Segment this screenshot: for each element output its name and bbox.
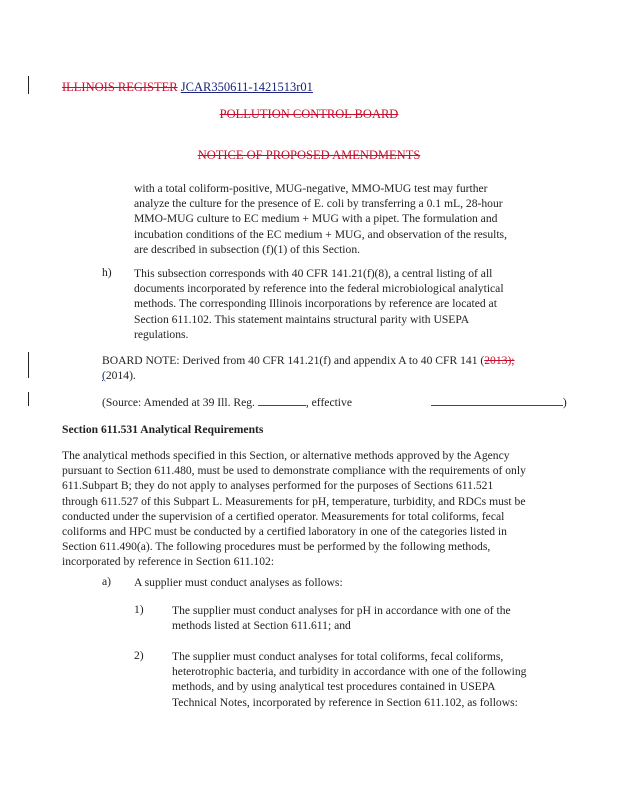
section-heading: Section 611.531 Analytical Requirements (62, 423, 264, 436)
change-bar-source (28, 392, 29, 406)
source-label: (Source: Amended at 39 Ill. Reg. (102, 396, 258, 409)
board-title: POLLUTION CONTROL BOARD (219, 107, 399, 121)
register-header (62, 80, 313, 95)
section-intro: The analytical methods specified in this Section, or alternative methods approved by the Agency pursuant to Section 611.480, must be used to demonstrate compliance with the requirements of only 611.Subpart B; they do not apply to analyses performed for the purposes of Sections 611.521 through 611.527 of this Subpart L. Measurements for pH, temperature, turbidity, and RDCs must be conducted under the supervision of a certified operator. Measurements for total coliforms, fecal coliforms and HPC must be conducted by a certified laboratory in one of the categories listed in Section 611.490(a). The following procedures must be performed by the following methods, incorporated by reference in Section 611.102: (62, 449, 526, 569)
source-line (102, 395, 567, 410)
a1-text: The supplier must conduct analyses for pH in accordance with one of the methods listed at Section 611.611; and (172, 604, 511, 633)
register-blank (258, 405, 306, 406)
effective-blank (431, 405, 563, 406)
source-effective: , effective (305, 396, 355, 409)
change-bar-board-note (28, 352, 29, 378)
notice-title: NOTICE OF PROPOSED AMENDMENTS (197, 148, 421, 162)
board-note-inserted: ( (102, 369, 106, 383)
board-note-end: 2014). (105, 369, 136, 383)
h-label: h) (102, 266, 112, 279)
source-close: ) (562, 396, 567, 409)
register-inserted: JCAR350611-1421513r01 (180, 80, 313, 94)
a-text: A supplier must conduct analyses as follows: (134, 576, 343, 589)
g-continuation: with a total coliform-positive, MUG-negative, MMO-MUG test may further analyze the culture for the presence of E. coli by transferring a 0.1 mL, 28-hour MMO-MUG culture to EC medium + MUG with a pipet. The formulation and incubation conditions of the EC medium + MUG, and observation of the results, are described in subsection (f)(1) of this Section. (134, 182, 507, 256)
board-note-struck: 2013); (484, 354, 515, 367)
a-label: a) (102, 575, 112, 588)
a1-label: 1) (134, 603, 144, 616)
board-note (102, 353, 522, 383)
h-text: This subsection corresponds with 40 CFR 141.21(f)(8), a central listing of all documents incorporated by reference into the federal microbiological analytical methods. The corresponding Illinois incorporations by reference are located at Section 611.102. This statement maintains structural parity with USEPA regulations. (134, 267, 504, 341)
change-bar-header (28, 76, 29, 94)
a2-text: The supplier must conduct analyses for total coliforms, fecal coliforms, heterotrophic bacteria, and turbidity in accordance with one of the following methods, and by using analytical test procedures contained in USEPA Technical Notes, incorporated by reference in Section 611.102, as follows: (172, 650, 527, 709)
a2-label: 2) (134, 649, 144, 662)
register-struck: ILLINOIS REGISTER (62, 80, 178, 94)
board-note-text: BOARD NOTE: Derived from 40 CFR 141.21(f) and appendix A to 40 CFR 141 ( (102, 354, 485, 367)
